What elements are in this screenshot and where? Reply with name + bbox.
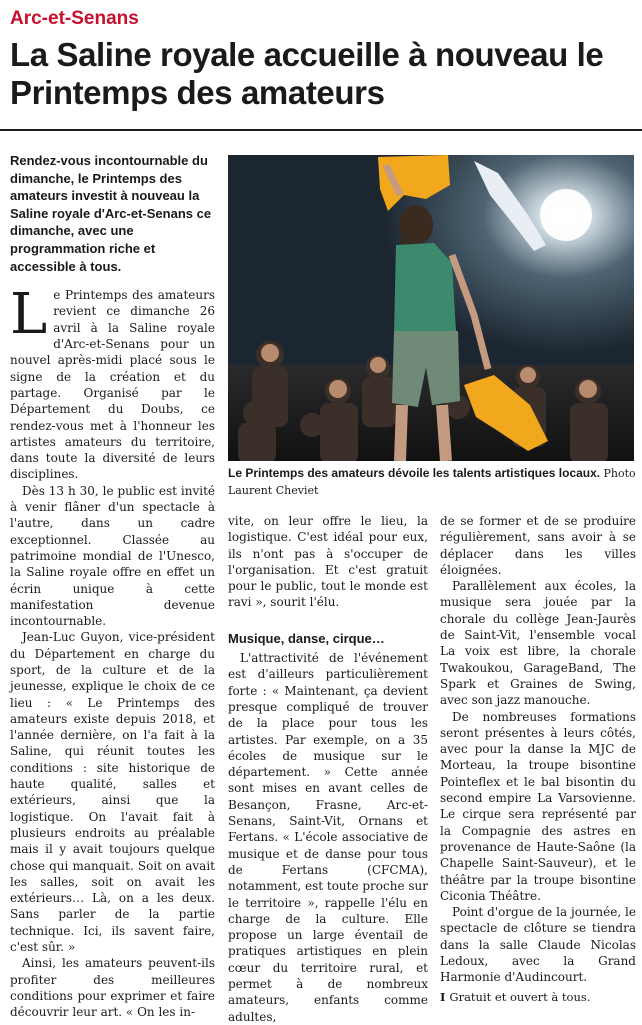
caption-text: Le Printemps des amateurs dévoile les talents artistiques locaux.	[228, 466, 601, 480]
info-text: Gratuit et ouvert à tous.	[449, 989, 591, 1004]
text-column-1	[10, 152, 215, 1021]
body-paragraph: Parallèlement aux écoles, la musique sera jouée par la chorale du collège Jean-Jaurès de Saint-Vit, l'ensemble vocal La voix est libre, la chorale Twakoukou, GarageBand, The Spark et Graines de Swing, avec son jazz manouche.	[440, 579, 636, 708]
body-paragraph: L'attractivité de l'événement est d'ailleurs particulièrement forte : « Maintenant, ça devient presque compliqué de trouver de la place pour tous les artistes. Par exemple, on a 35 écoles de musique sur le département. » Cette année sont mises en avant celles de Besançon, Frasne, Arc-et-Senans, Saint-Vit, Ornans et Fertans. « L'école associative de musique et de danse pour tous de Fertans (CFCMA), notamment, est toute proche sur le territoire », rappelle l'élu en charge de la culture. Elle propose un large éventail de pratiques artistiques en plein cœur du territoire rural, et permet à de nombreux amateurs, enfants comme adultes,	[228, 651, 429, 1024]
body-paragraph: De nombreuses formations seront présentes à leurs côtés, avec pour la danse la MJC de Morteau, la troupe bisontine Pointeflex et le bal bisontin du second empire La Varsovienne. Le cirque sera représenté par la Compagnie des astres en provenance de Haute-Saône (la Chapelle Saint-Sauveur), et le théâtre par la troupe bisontine Ciconia Théâtre.	[440, 709, 636, 903]
text-column-2	[228, 513, 428, 1025]
body-paragraph: Dès 13 h 30, le public est invité à venir flâner d'un spectacle à l'autre, dans un cadre exceptionnel. Classée au patrimoine mondial de l'Unesco, la Saline royale offre en effet un écrin unique à cette manifestation devenue incontournable.	[10, 483, 215, 629]
body-paragraph: Jean-Luc Guyon, vice-président du Département en charge du sport, de la culture et de la jeunesse, explique le choix de ce lieu : « Le Printemps des amateurs existe depuis 2018, et l'année dernière, on l'a fait à la Saline, qui réunit toutes les conditions : site historique de haute qualité, salles et extérieurs, ainsi que la logistique. On l'avait fait à plusieurs endroits au préalable mais il y avait toujours quelque chose qui manquait. Soit on avait les salles, soit on avait les extérieurs… Là, on a les deux. Sans parler de la partie technique. Ici, ils savent faire, c'est sûr. »	[10, 630, 215, 955]
photo-credit: Photo Laurent Cheviet	[228, 467, 636, 497]
photo-caption	[228, 465, 636, 499]
body-paragraph: e Printemps des amateurs revient ce dimanche 26 avril à la Saline royale d'Arc-et-Senans pour un nouvel après-midi placé sous le signe de la création et du partage. Organisé par le Département du Doubs, ce rendez-vous met à l'honneur les artistes amateurs du territoire, dans toute la diversité de leurs disciplines.	[10, 288, 215, 482]
body-paragraph: Ainsi, les amateurs peuvent-ils profiter des meilleures conditions pour exprimer et faire découvrir leur art. « On les in-	[10, 956, 215, 1020]
header-rule	[0, 129, 642, 131]
body-paragraph: de se former et de se produire régulièrement, sans avoir à se déplacer dans les villes éloignées.	[440, 514, 636, 577]
first-paragraph	[10, 282, 215, 483]
body-paragraph: vite, on leur offre le lieu, la logistique. C'est idéal pour eux, ils n'ont pas à s'occuper de l'organisation. Et c'est gratuit pour le public, tout le monde est ravi », sourit l'élu.	[228, 514, 428, 610]
section-subhead: Musique, danse, cirque…	[228, 630, 385, 646]
body-paragraph: Point d'orgue de la journée, le spectacle de clôture se tiendra dans la salle Claude Nicolas Ledoux, avec la Grand Harmonie d'Audincourt.	[440, 905, 636, 985]
drop-cap: L	[10, 282, 48, 348]
text-column-3	[440, 513, 636, 1005]
article-photo	[228, 155, 634, 461]
performer-photo-image	[228, 155, 634, 461]
section-kicker: Arc-et-Senans	[10, 8, 139, 29]
article-lead: Rendez-vous incontournable du dimanche, le Printemps des amateurs investit à nouveau la Saline royale d'Arc-et-Senans ce dimanche, avec une programmation riche et accessible à tous.	[10, 153, 212, 274]
info-marker: I	[440, 989, 446, 1004]
article-headline: La Saline royale accueille à nouveau le Printemps des amateurs	[10, 36, 604, 111]
practical-info	[440, 989, 636, 1005]
